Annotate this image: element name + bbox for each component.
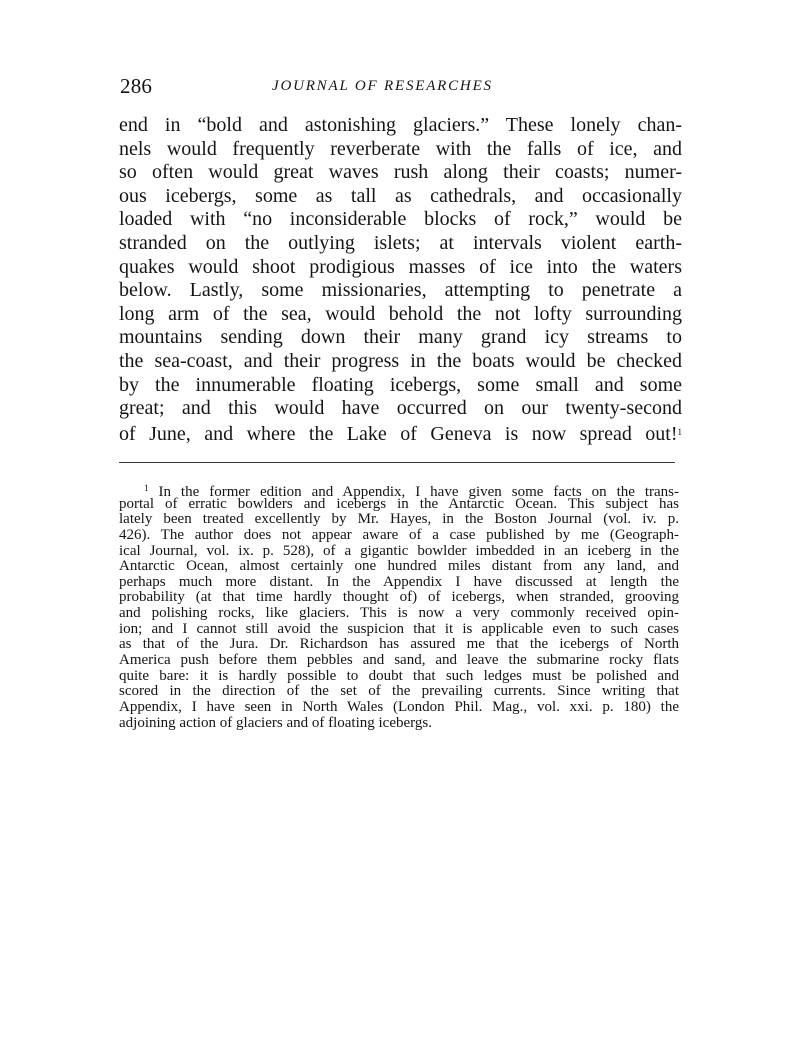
- footnote-line-text: In the former edition and Appendix, I have given some facts on the trans-: [158, 484, 680, 500]
- footnote-line: ical Journal, vol. ix. p. 528), of a gigantic bowlder imbedded in an iceberg in the: [119, 542, 679, 559]
- body-line: long arm of the sea, would behold the not lofty surrounding: [119, 302, 682, 325]
- footnote-line: 426). The author does not appear aware of a case published by me (Geograph-: [119, 526, 679, 543]
- body-line: quakes would shoot prodigious masses of ice into the waters: [119, 255, 682, 278]
- body-line: by the innumerable floating icebergs, some small and some: [119, 373, 682, 396]
- body-line: end in “bold and astonishing glaciers.” These lonely chan-: [119, 114, 682, 136]
- footnote-line-last: adjoining action of glaciers and of floating icebergs.: [119, 714, 432, 731]
- footnote-marker: 1: [144, 483, 149, 493]
- page-number: 286: [120, 74, 153, 98]
- body-line: so often would great waves rush along their coasts; numer-: [119, 161, 682, 184]
- footnote-line: probability (at that time hardly thought of) of icebergs, when stranded, grooving: [119, 589, 679, 606]
- body-line: stranded on the outlying islets; at intervals violent earth-: [119, 231, 682, 254]
- footnote-line: Antarctic Ocean, almost certainly one hundred miles distant from any land, and: [119, 558, 679, 575]
- page-header: [118, 74, 678, 102]
- body-line-last: [119, 421, 682, 445]
- footnote-line: portal of erratic bowlders and icebergs in the Antarctic Ocean. This subject has: [119, 495, 679, 512]
- footnote-block: [119, 481, 679, 731]
- body-line: nels would frequently reverberate with the falls of ice, and: [119, 137, 682, 160]
- footnote-line: lately been treated excellently by Mr. Hayes, in the Boston Journal (vol. iv. p.: [119, 511, 679, 528]
- footnote-line: perhaps much more distant. In the Appendix I have discussed at length the: [119, 573, 679, 590]
- footnote-divider: [119, 462, 675, 463]
- footnote-line: Appendix, I have seen in North Wales (London Phil. Mag., vol. xxi. p. 180) the: [119, 698, 679, 715]
- footnote-line: ion; and I cannot still avoid the suspicion that it is applicable even to such cases: [119, 620, 679, 637]
- footnote-line: scored in the direction of the set of the prevailing currents. Since writing that: [119, 683, 679, 700]
- footnote-first-line: [119, 481, 680, 500]
- main-body-text: [119, 114, 682, 444]
- footnote-line: America push before them pebbles and sand, and leave the submarine rocky flats: [119, 652, 679, 669]
- running-title: JOURNAL OF RESEARCHES: [272, 78, 493, 94]
- body-line-text: of June, and where the Lake of Geneva is now spread out!: [119, 422, 678, 445]
- footnote-line: and polishing rocks, like glaciers. This is now a very commonly received opin-: [119, 605, 679, 622]
- footnote-line: quite bare: it is hardly possible to doubt that such ledges must be polished and: [119, 667, 679, 684]
- body-line: mountains sending down their many grand icy streams to: [119, 326, 682, 349]
- footnote-reference: 1: [677, 426, 682, 437]
- footnote-line: as that of the Jura. Dr. Richardson has assured me that the icebergs of North: [119, 636, 679, 653]
- body-line: the sea-coast, and their progress in the boats would be checked: [119, 349, 682, 372]
- body-line: ous icebergs, some as tall as cathedrals, and occasionally: [119, 184, 682, 207]
- body-line: loaded with “no inconsiderable blocks of rock,” would be: [119, 208, 682, 231]
- body-line: below. Lastly, some missionaries, attempting to penetrate a: [119, 279, 682, 302]
- body-line: great; and this would have occurred on our twenty-second: [119, 397, 682, 420]
